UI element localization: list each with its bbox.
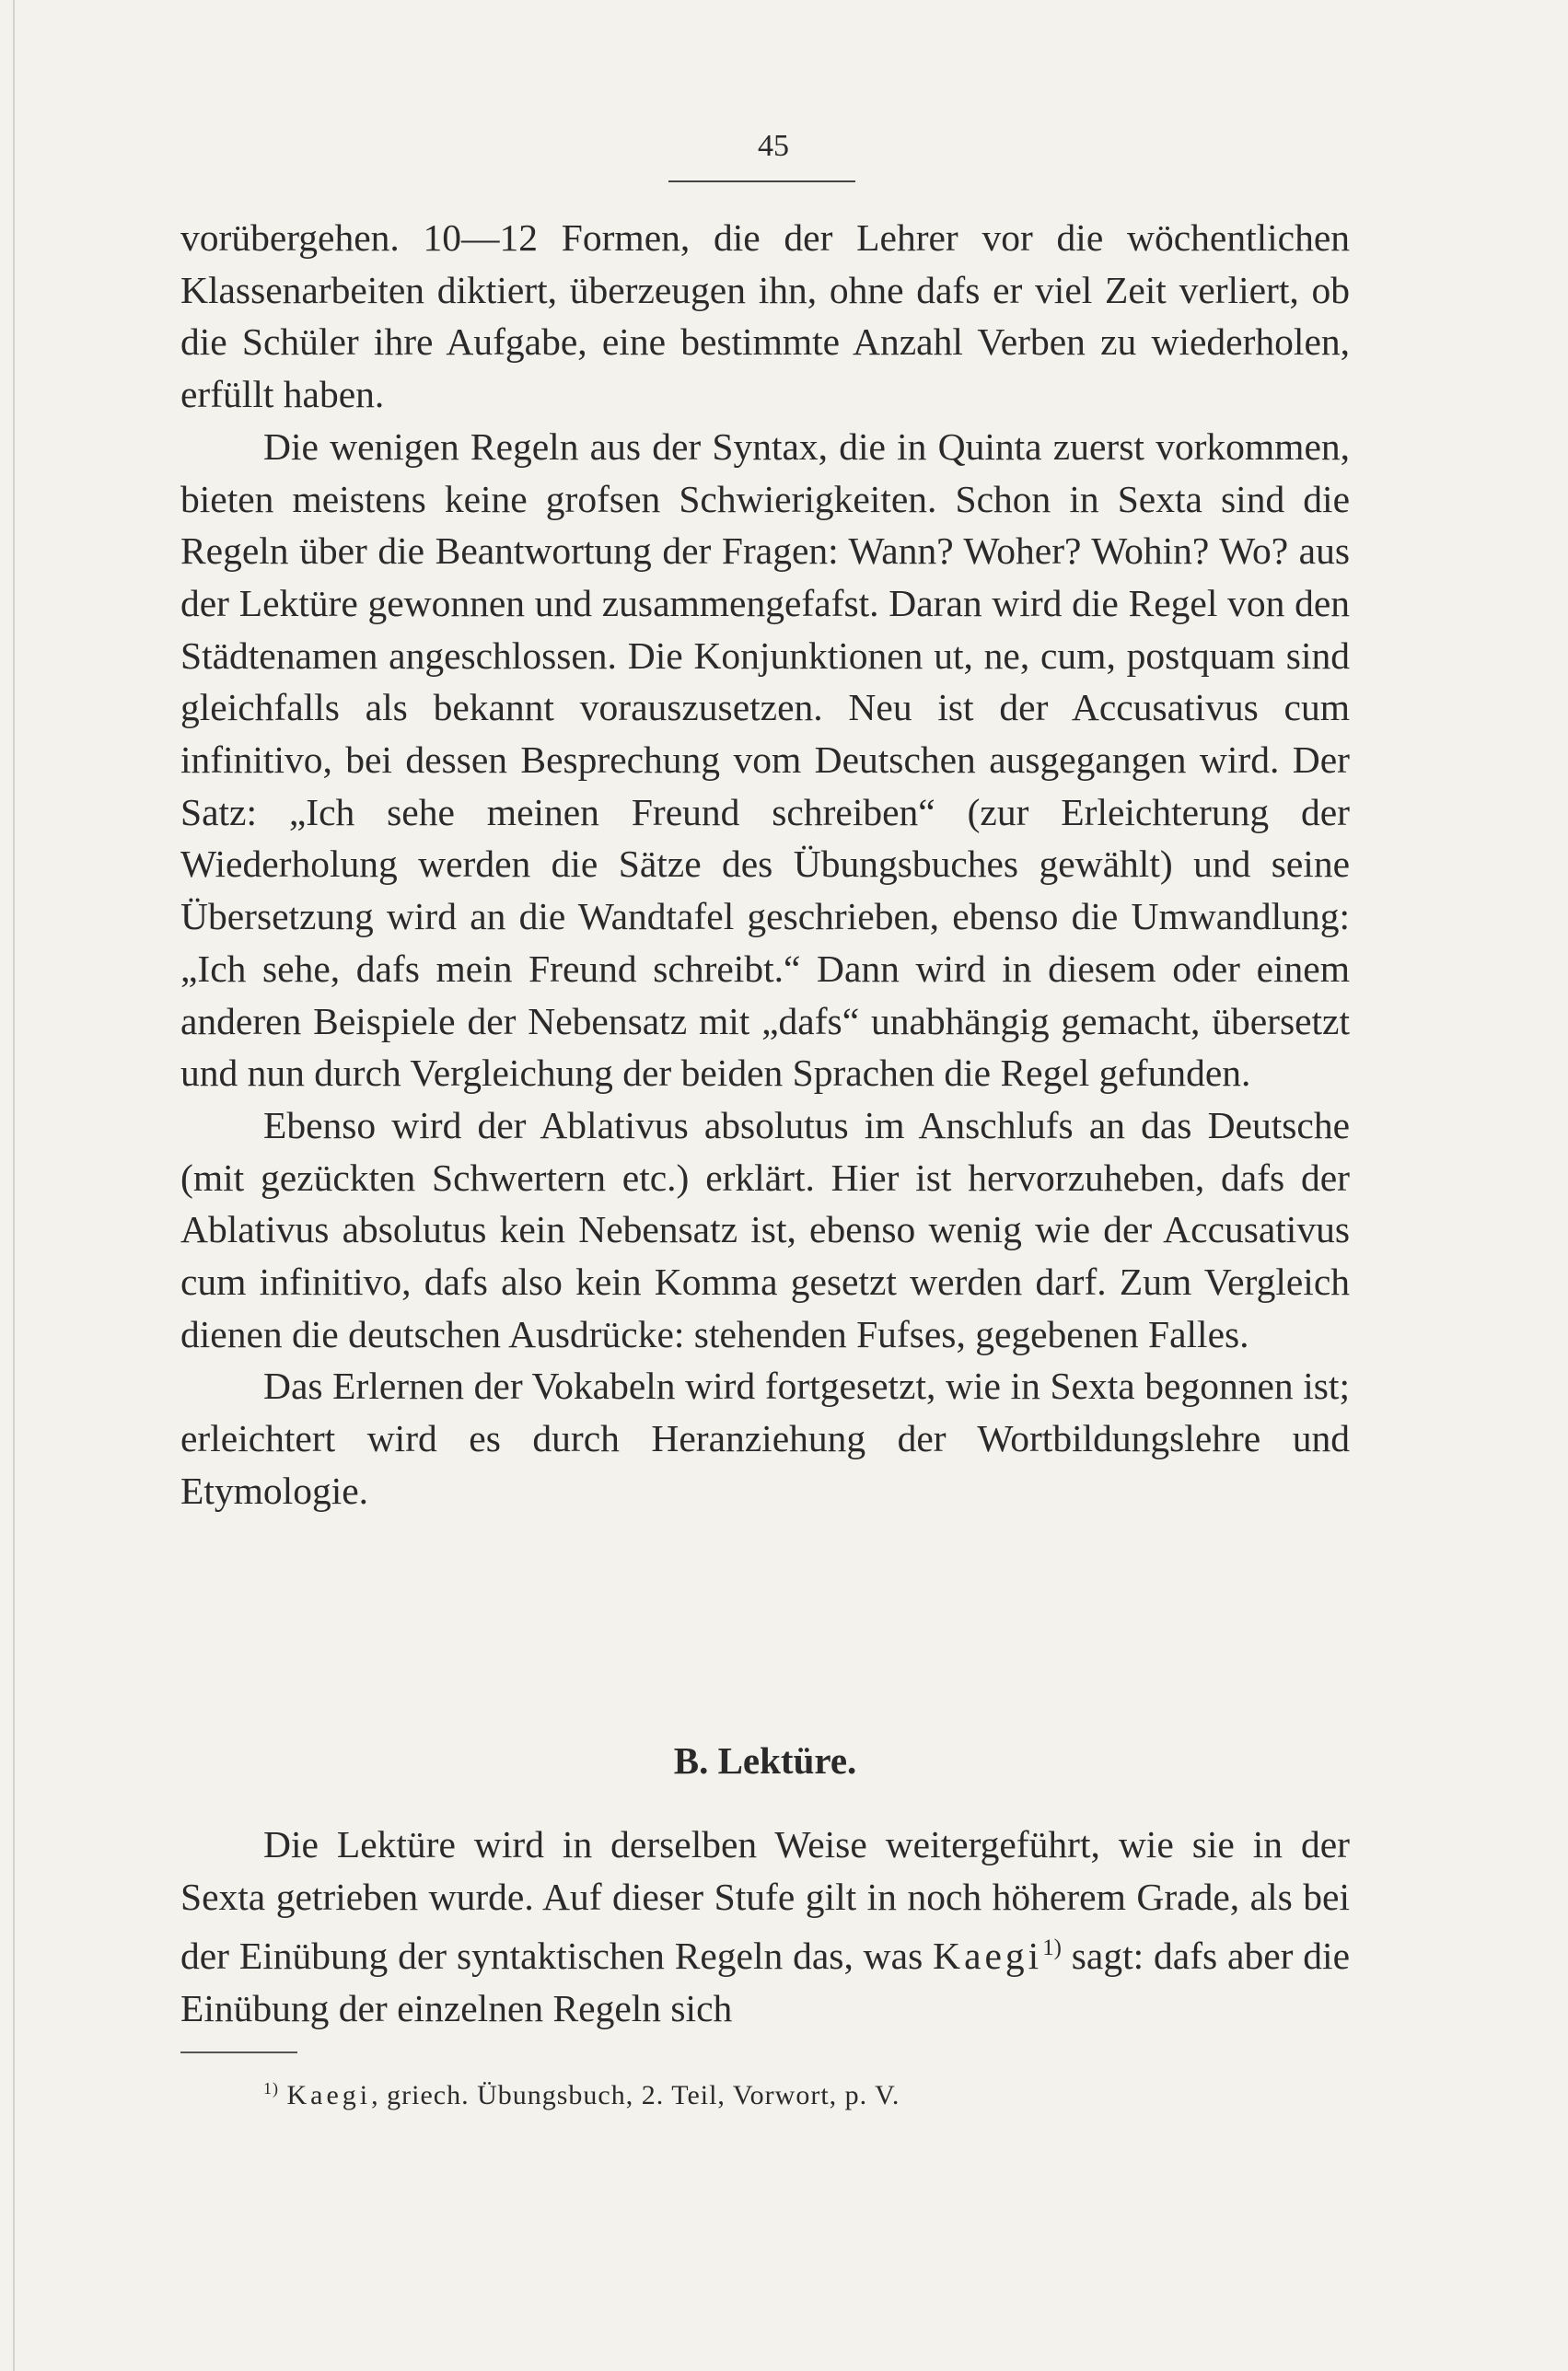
main-text	[180, 212, 1350, 1517]
section-paragraph	[180, 1819, 1350, 2035]
paragraph-3: Ebenso wird der Ablativus absolutus im Anschlufs an das Deutsche (mit gezückten Schwertern etc.) erklärt. Hier ist hervorzuheben, dafs der Ablativus absolutus kein Nebensatz ist, ebenso wenig wie der Accusativus cum infinitivo, dafs also kein Komma gesetzt werden darf. Zum Vergleich dienen die deutschen Ausdrücke: stehenden Fufses, gegebenen Falles.	[180, 1103, 1350, 1355]
section-heading: B. Lektüre.	[673, 1739, 857, 1782]
footnote-author: Kaegi	[286, 2080, 372, 2110]
paragraph-1: vorübergehen. 10—12 Formen, die der Lehrer vor die wöchentlichen Klassenarbeiten diktiert, überzeugen ihn, ohne dafs er viel Zeit verliert, ob die Schüler ihre Aufgabe, eine bestimmte Anzahl Verben zu wiederholen, erfüllt haben.	[180, 216, 1350, 416]
section-paragraph-start: Die Lektüre wird in derselben Weise weitergeführt, wie sie in der Sexta getrieben wurde. Auf dieser Stufe gilt in noch höherem Grade, als bei der Einübung der syntaktischen Regeln das, was	[180, 1823, 1350, 1978]
footnote	[263, 2079, 1276, 2111]
footnote-reference: 1)	[1042, 1935, 1062, 1961]
section-text	[180, 1819, 1350, 2035]
paragraph-4: Das Erlernen der Vokabeln wird fortgesetzt, wie in Sexta begonnen ist; erleichtert wird es durch Heranziehung der Wortbildungslehre und Etymologie.	[180, 1365, 1350, 1512]
page-edge	[13, 0, 15, 2371]
author-name: Kaegi	[933, 1935, 1043, 1978]
paragraph-2: Die wenigen Regeln aus der Syntax, die in Quinta zuerst vorkommen, bieten meistens keine grofsen Schwierigkeiten. Schon in Sexta sind die Regeln über die Beantwortung der Fragen: Wann? Woher? Wohin? Wo? aus der Lektüre gewonnen und zusammengefafst. Daran wird die Regel von den Städtenamen angeschlossen. Die Konjunktionen ut, ne, cum, postquam sind gleichfalls als bekannt vorauszusetzen. Neu ist der Accusativus cum infinitivo, bei dessen Besprechung vom Deutschen ausgegangen wird. Der Satz: „Ich sehe meinen Freund schreiben“ (zur Erleichterung der Wiederholung werden die Sätze des Übungsbuches gewählt) und seine Übersetzung wird an die Wandtafel geschrieben, ebenso die Umwandlung: „Ich sehe, dafs mein Freund schreibt.“ Dann wird in diesem oder einem anderen Beispiele der Nebensatz mit „dafs“ unabhängig gemacht, übersetzt und nun durch Vergleichung der beiden Sprachen die Regel gefunden.	[180, 424, 1350, 1095]
section-paragraph-end: sagt: dafs aber die Einübung der einzelnen Regeln sich	[180, 1935, 1350, 2029]
footnote-mark: 1)	[263, 2079, 279, 2098]
footnote-rule	[180, 2051, 297, 2053]
page-number: 45	[758, 129, 789, 163]
footnote-text: , griech. Übungsbuch, 2. Teil, Vorwort, p. V.	[371, 2080, 900, 2110]
page-number-rule	[668, 180, 855, 182]
